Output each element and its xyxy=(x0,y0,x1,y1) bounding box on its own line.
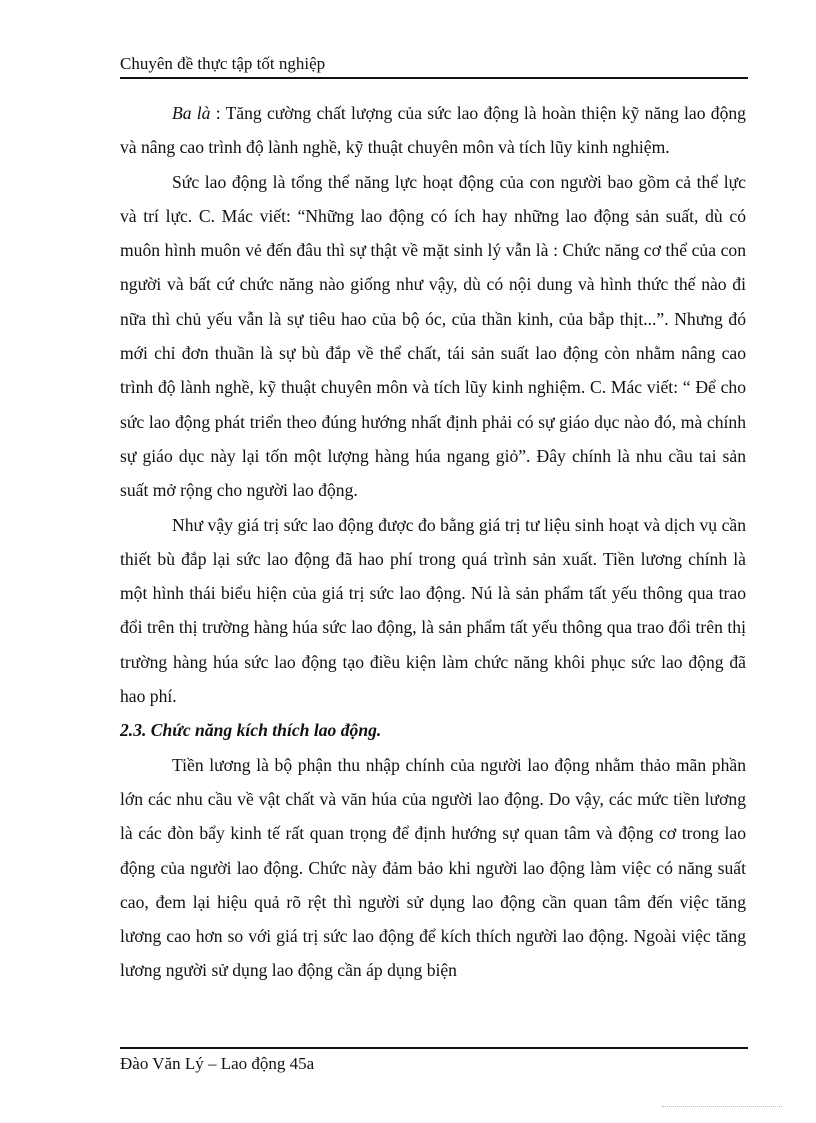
paragraph-1-lead: Ba là xyxy=(172,103,211,123)
section-heading: 2.3. Chức năng kích thích lao động. xyxy=(120,720,382,741)
paragraph-1 xyxy=(120,96,746,165)
page-header xyxy=(120,52,748,76)
page-footer xyxy=(120,1052,748,1076)
footer-author: Đào Văn Lý – Lao động 45a xyxy=(120,1054,315,1073)
page-corner-decoration xyxy=(662,1106,782,1107)
footer-rule xyxy=(120,1047,748,1049)
document-body xyxy=(120,96,746,988)
paragraph-4: Tiền lương là bộ phận thu nhập chính của người lao động nhằm thảo mãn phần lớn các nhu cầu về vật chất và văn húa của người lao động. Do vậy, các mức tiền lương là các đòn bẩy kinh tế rất quan trọng để định hướng sự quan tâm và động cơ trong lao động của người lao động. Chức này đảm bảo khi người lao động làm việc có năng suất cao, đem lại hiệu quả rõ rệt thì người sử dụng lao động cần quan tâm đến việc tăng lương cao hơn so với giá trị sức lao động để kích thích người lao động. Ngoài việc tăng lương người sử dụng lao động cần áp dụng biện xyxy=(120,754,746,981)
header-title: Chuyên đề thực tập tốt nghiệp xyxy=(120,54,326,73)
header-rule xyxy=(120,77,748,79)
paragraph-2: Sức lao động là tổng thể năng lực hoạt động của con người bao gồm cả thể lực và trí lực. C. Mác viết: “Những lao động có ích hay những lao động sản suất, dù có muôn hình muôn vẻ đến đâu thì sự thật về mặt sinh lý vẫn là : Chức năng cơ thể của con người và bất cứ chức năng nào giống như vậy, dù có nội dung và hình thức thế nào đi nữa thì chủ yếu vẫn là sự tiêu hao của bộ óc, của thần kinh, của bắp thịt...”. Nhưng đó mới chỉ đơn thuần là sự bù đắp về thể chất, tái sản suất lao động còn nhằm nâng cao trình độ lành nghề, kỹ thuật chuyên môn và tích lũy kinh nghiệm. C. Mác viết: “ Để cho sức lao động phát triển theo đúng hướng nhất định phải có sự giáo dục nào đó, mà chính sự giáo dục này lại tốn một lượng hàng húa ngang giỏ”. Đây chính là nhu cầu tai sản suất mở rộng cho người lao động. xyxy=(120,171,746,501)
paragraph-3: Như vậy giá trị sức lao động được đo bằng giá trị tư liệu sinh hoạt và dịch vụ cần thiết bù đắp lại sức lao động đã hao phí trong quá trình sản xuất. Tiền lương chính là một hình thái biểu hiện của giá trị sức lao động. Nú là sản phẩm tất yếu thông qua trao đổi trên thị trường hàng húa sức lao động, là sản phẩm tất yếu thông qua trao đổi trên thị trường hàng húa sức lao động tạo điều kiện làm chức năng khôi phục sức lao động đã hao phí. xyxy=(120,514,746,707)
paragraph-1-text: : Tăng cường chất lượng của sức lao động là hoàn thiện kỹ năng lao động và nâng cao trình độ lành nghề, kỹ thuật chuyên môn và tích lũy kinh nghiệm. xyxy=(120,103,746,158)
